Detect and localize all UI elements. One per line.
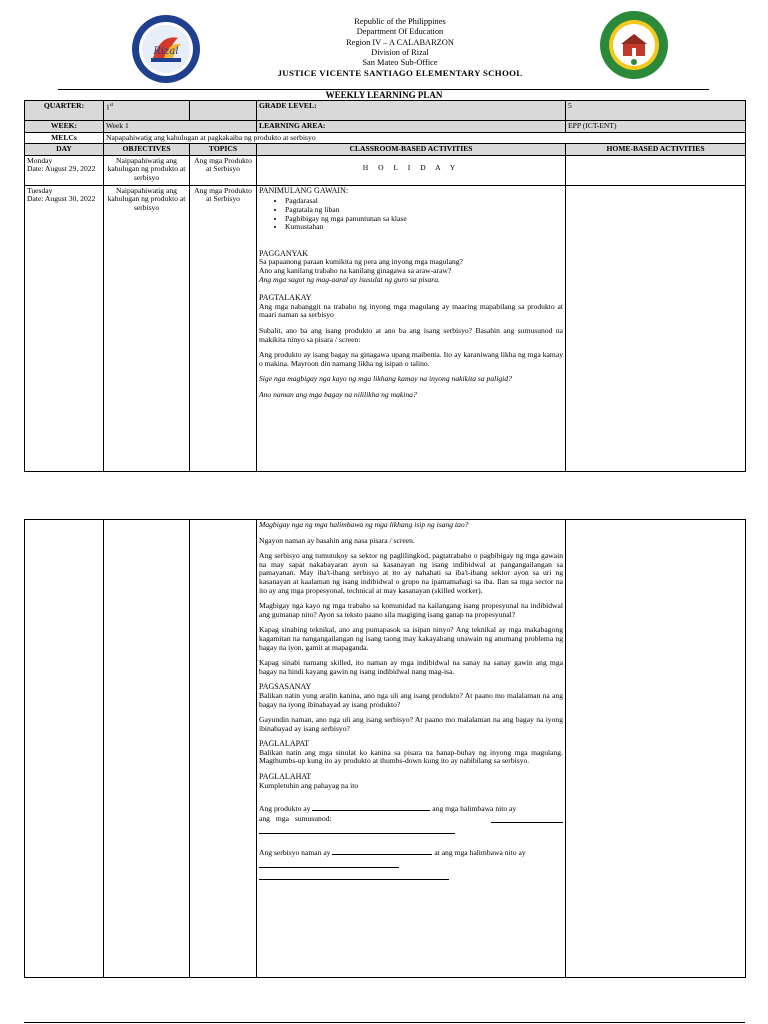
paglalapat-paragraph: Balikan natin ang mga sinulat ko kanina sa pisara na hanap-buhay ng inyong mga magulang. Magthumbs-up kung ito ay produkto at thumbs-down kung ito ay nabibilang sa serbisyo. [259, 747, 563, 766]
continued-home-activity [566, 520, 746, 978]
quarter-spacer [190, 101, 257, 121]
monday-objective: Naipapahiwatig ang kahulugan ng produkto at serbisyo [104, 155, 190, 185]
paglalahat-instruction: Kumpletuhin ang pahayag na ito [259, 780, 359, 790]
col-home-activities: HOME-BASED ACTIVITIES [566, 144, 746, 156]
weekly-plan-table-continued [24, 519, 746, 978]
panimula-heading: PANIMULANG GAWAIN: [259, 185, 349, 195]
melcs-label: MELCs [25, 132, 104, 144]
list-item: • Pagbibigay ng mga panuntunan sa klase [285, 215, 563, 224]
republic-line: Republic of the Philippines [354, 17, 446, 26]
school-name: JUSTICE VICENTE SANTIAGO ELEMENTARY SCHOOL [277, 68, 523, 79]
melcs-value: Napapahiwatig ang kahulugan at pagkakaiba ng produkto at serbisyo [104, 132, 746, 144]
grade-value: 5 [566, 101, 746, 121]
letterhead [200, 17, 600, 79]
activity-paragraph: Kapag sinabi namang skilled, ito naman ay mga indibidwal na sanay na sanay gawin ang mga bagay na hindi kayang gawin ng isang indibidwal nang mag-isa. [259, 658, 563, 676]
tuesday-objective: Naipapahiwatig ang kahulugan ng produkto at serbisyo [104, 185, 190, 471]
continued-topic-cell [190, 520, 257, 978]
pagsasanay-paragraph: Gayundin naman, ano nga uli ang isang serbisyo? At paano mo malalaman na ang bagay na iyong ibinabayad ay isang serbisyo? [259, 715, 563, 733]
grade-label: GRADE LEVEL: [257, 101, 566, 121]
page-bottom-rule [24, 1022, 745, 1023]
quarter-suffix: st [109, 103, 114, 108]
blank-line [312, 803, 430, 811]
fill-text: Ang produkto ay [259, 804, 311, 814]
quarter-label: QUARTER: [25, 101, 104, 121]
panimula-list [259, 197, 563, 231]
continued-activities [257, 520, 566, 978]
continued-row [25, 520, 746, 978]
activity-paragraph: Magbigay nga kayo ng mga trabaho sa komunidad na kailangang isang propesyunal na indibidwal ang gumanap nito? Ayon sa teksto paano sila magiging isang ganap na propesyunal? [259, 601, 563, 619]
monday-activity: H O L I D A Y [257, 155, 566, 185]
week-label: WEEK: [25, 121, 104, 133]
monday-row [25, 155, 746, 185]
activity-paragraph: Ngayon naman ay basahin ang nasa pisara / screen. [259, 535, 415, 545]
fill-in-statement-1 [259, 803, 563, 814]
pagganyak-question-1: Sa papaanong paraan kumikita ng pera ang inyong mga magulang? [259, 257, 463, 267]
monday-day-cell [25, 155, 104, 185]
pagtalakay-paragraph: Ang produkto ay isang bagay na ginagawa upang maibenta. Ito ay karaniwang likha ng mga kamay o makina. Mayroon din namang likha ng isipan o talino. [259, 350, 563, 368]
monday-home-activity [566, 155, 746, 185]
weekly-plan-table [24, 100, 746, 472]
fill-text: ang mga halimbawa nito ay [432, 804, 517, 814]
activity-paragraph: Kapag sinabing teknikal, ano ang pumapasok sa isipan ninyo? Ang teknikal ay mga makabagong kagamitan na nangangailangan ng isang taong may kakayahang unawain ng anumang problema ng bagay na iyon, gamit at mapaganda. [259, 625, 563, 652]
quarter-row [25, 101, 746, 121]
pagtalakay-question: Ano naman ang mga bagay na nililikha ng makina? [259, 389, 417, 399]
blank-line [259, 872, 449, 880]
pagtalakay-paragraph: Ang mga nabanggit na trabaho ng inyong mga magulang ay maaring mapabilang sa produkto at maari naman sa serbisyo [259, 301, 563, 320]
melcs-row [25, 132, 746, 144]
list-item: • Pagdarasal [285, 197, 563, 206]
week-row [25, 121, 746, 133]
spacer [259, 837, 563, 847]
tuesday-activities [257, 185, 566, 471]
paglalahat-heading: PAGLALAHAT [259, 772, 312, 782]
blank-line [332, 847, 432, 855]
monday-date: Date: August 29, 2022 [27, 164, 96, 174]
fill-text: ang mga sumusunod: [259, 813, 332, 823]
col-classroom-activities: CLASSROOM-BASED ACTIVITIES [257, 144, 566, 156]
col-topics: TOPICS [190, 144, 257, 156]
monday-day: Monday [27, 155, 53, 165]
plan-title: WEEKLY LEARNING PLAN [325, 90, 443, 100]
fill-in-statement-1-cont [259, 815, 563, 824]
col-objectives: OBJECTIVES [104, 144, 190, 156]
activity-question: Magbigay nga ng mga halimbawa ng mga likhang isip ng isang tao? [259, 520, 469, 529]
pagganyak-note: Ang mga sagot ng mag-aaral ay isusulat ng guro sa pisara. [259, 274, 440, 284]
school-seal-icon [599, 10, 669, 80]
blank-line [259, 860, 399, 868]
pagsasanay-paragraph: Balikan natin yung aralin kanina, ano nga uli ang isang produkto? At paano mo malalaman na ang bagay na iyong ibinabayad ay isang produkto? [259, 690, 563, 709]
pagganyak-heading: PAGGANYAK [259, 248, 309, 258]
sub-office-line: San Mateo Sub-Office [362, 58, 438, 68]
blank-line [491, 815, 563, 823]
continued-day-cell [25, 520, 104, 978]
fill-blank-row [259, 826, 563, 837]
tuesday-row [25, 185, 746, 471]
week-value: Week 1 [104, 121, 257, 133]
blank-line [259, 826, 455, 834]
tuesday-day: Tuesday [27, 185, 53, 195]
paglalapat-heading: PAGLALAPAT [259, 739, 310, 749]
fill-blank-row [259, 872, 563, 883]
learning-area-label: LEARNING AREA: [257, 121, 566, 133]
tuesday-topic: Ang mga Produkto at Serbisyo [190, 185, 257, 471]
fill-text: Ang serbisyo naman ay [259, 848, 331, 858]
column-header-row [25, 144, 746, 156]
department-line: Department Of Education [356, 27, 444, 37]
pagtalakay-heading: PAGTALAKAY [259, 293, 312, 303]
monday-topic: Ang mga Produkto at Serbisyo [190, 155, 257, 185]
continued-objective-cell [104, 520, 190, 978]
list-item: • Kumustahan [285, 223, 563, 232]
fill-text: at ang mga halimbawa nito ay [434, 848, 526, 858]
fill-in-statement-2 [259, 847, 563, 858]
pagtalakay-paragraph: Subalit, ano ba ang isang produkto at ano ba ang isang serbisyo? Basahin ang sumusunod na makikita ninyo sa pisara / screen: [259, 325, 563, 344]
tuesday-day-cell [25, 185, 104, 471]
division-line: Division of Rizal [371, 47, 429, 57]
quarter-value-cell [104, 101, 190, 121]
pagganyak-question-2: Ano ang kanilang trabaho na kanilang ginagawa sa araw-araw? [259, 265, 452, 275]
region-line: Region IV – A CALABARZON [346, 37, 454, 47]
quarter-value: 1 [106, 102, 110, 112]
deped-rizal-seal-icon [131, 14, 201, 84]
tuesday-home-activity [566, 185, 746, 471]
pagtalakay-question: Sige nga magbigay nga kayo ng mga likhang kamay na inyong nakikita sa paligid? [259, 374, 512, 384]
tuesday-date: Date: August 30, 2022 [27, 194, 96, 204]
col-day: DAY [25, 144, 104, 156]
activity-paragraph: Ang serbisyo ang tumutukoy sa sektor ng paglilingkod, pagtatrabaho o pagbibigay ng mga gawain na may sapat nakabayaran ayon sa kasanayan ng isang indibidwal at pangangailangan sa pamayanan. May iba't-ibang serbisyo at ito ay nahahati sa iba't-ibang sektor ayon sa uri ng kasanayan at kaalaman ng isang indibidwal o grupo na ipamamahagi sa iba. Ilan sa mga sector na ito ay ang mga propesyonal, technical at may kasanayan (skilled worker). [259, 551, 563, 595]
logo-text: Rizal [153, 46, 179, 57]
list-item: • Pagtatala ng liban [285, 206, 563, 215]
learning-area-value: EPP (ICT-ENT) [566, 121, 746, 133]
fill-blank-row [259, 860, 563, 871]
pagsasanay-heading: PAGSASANAY [259, 682, 312, 692]
